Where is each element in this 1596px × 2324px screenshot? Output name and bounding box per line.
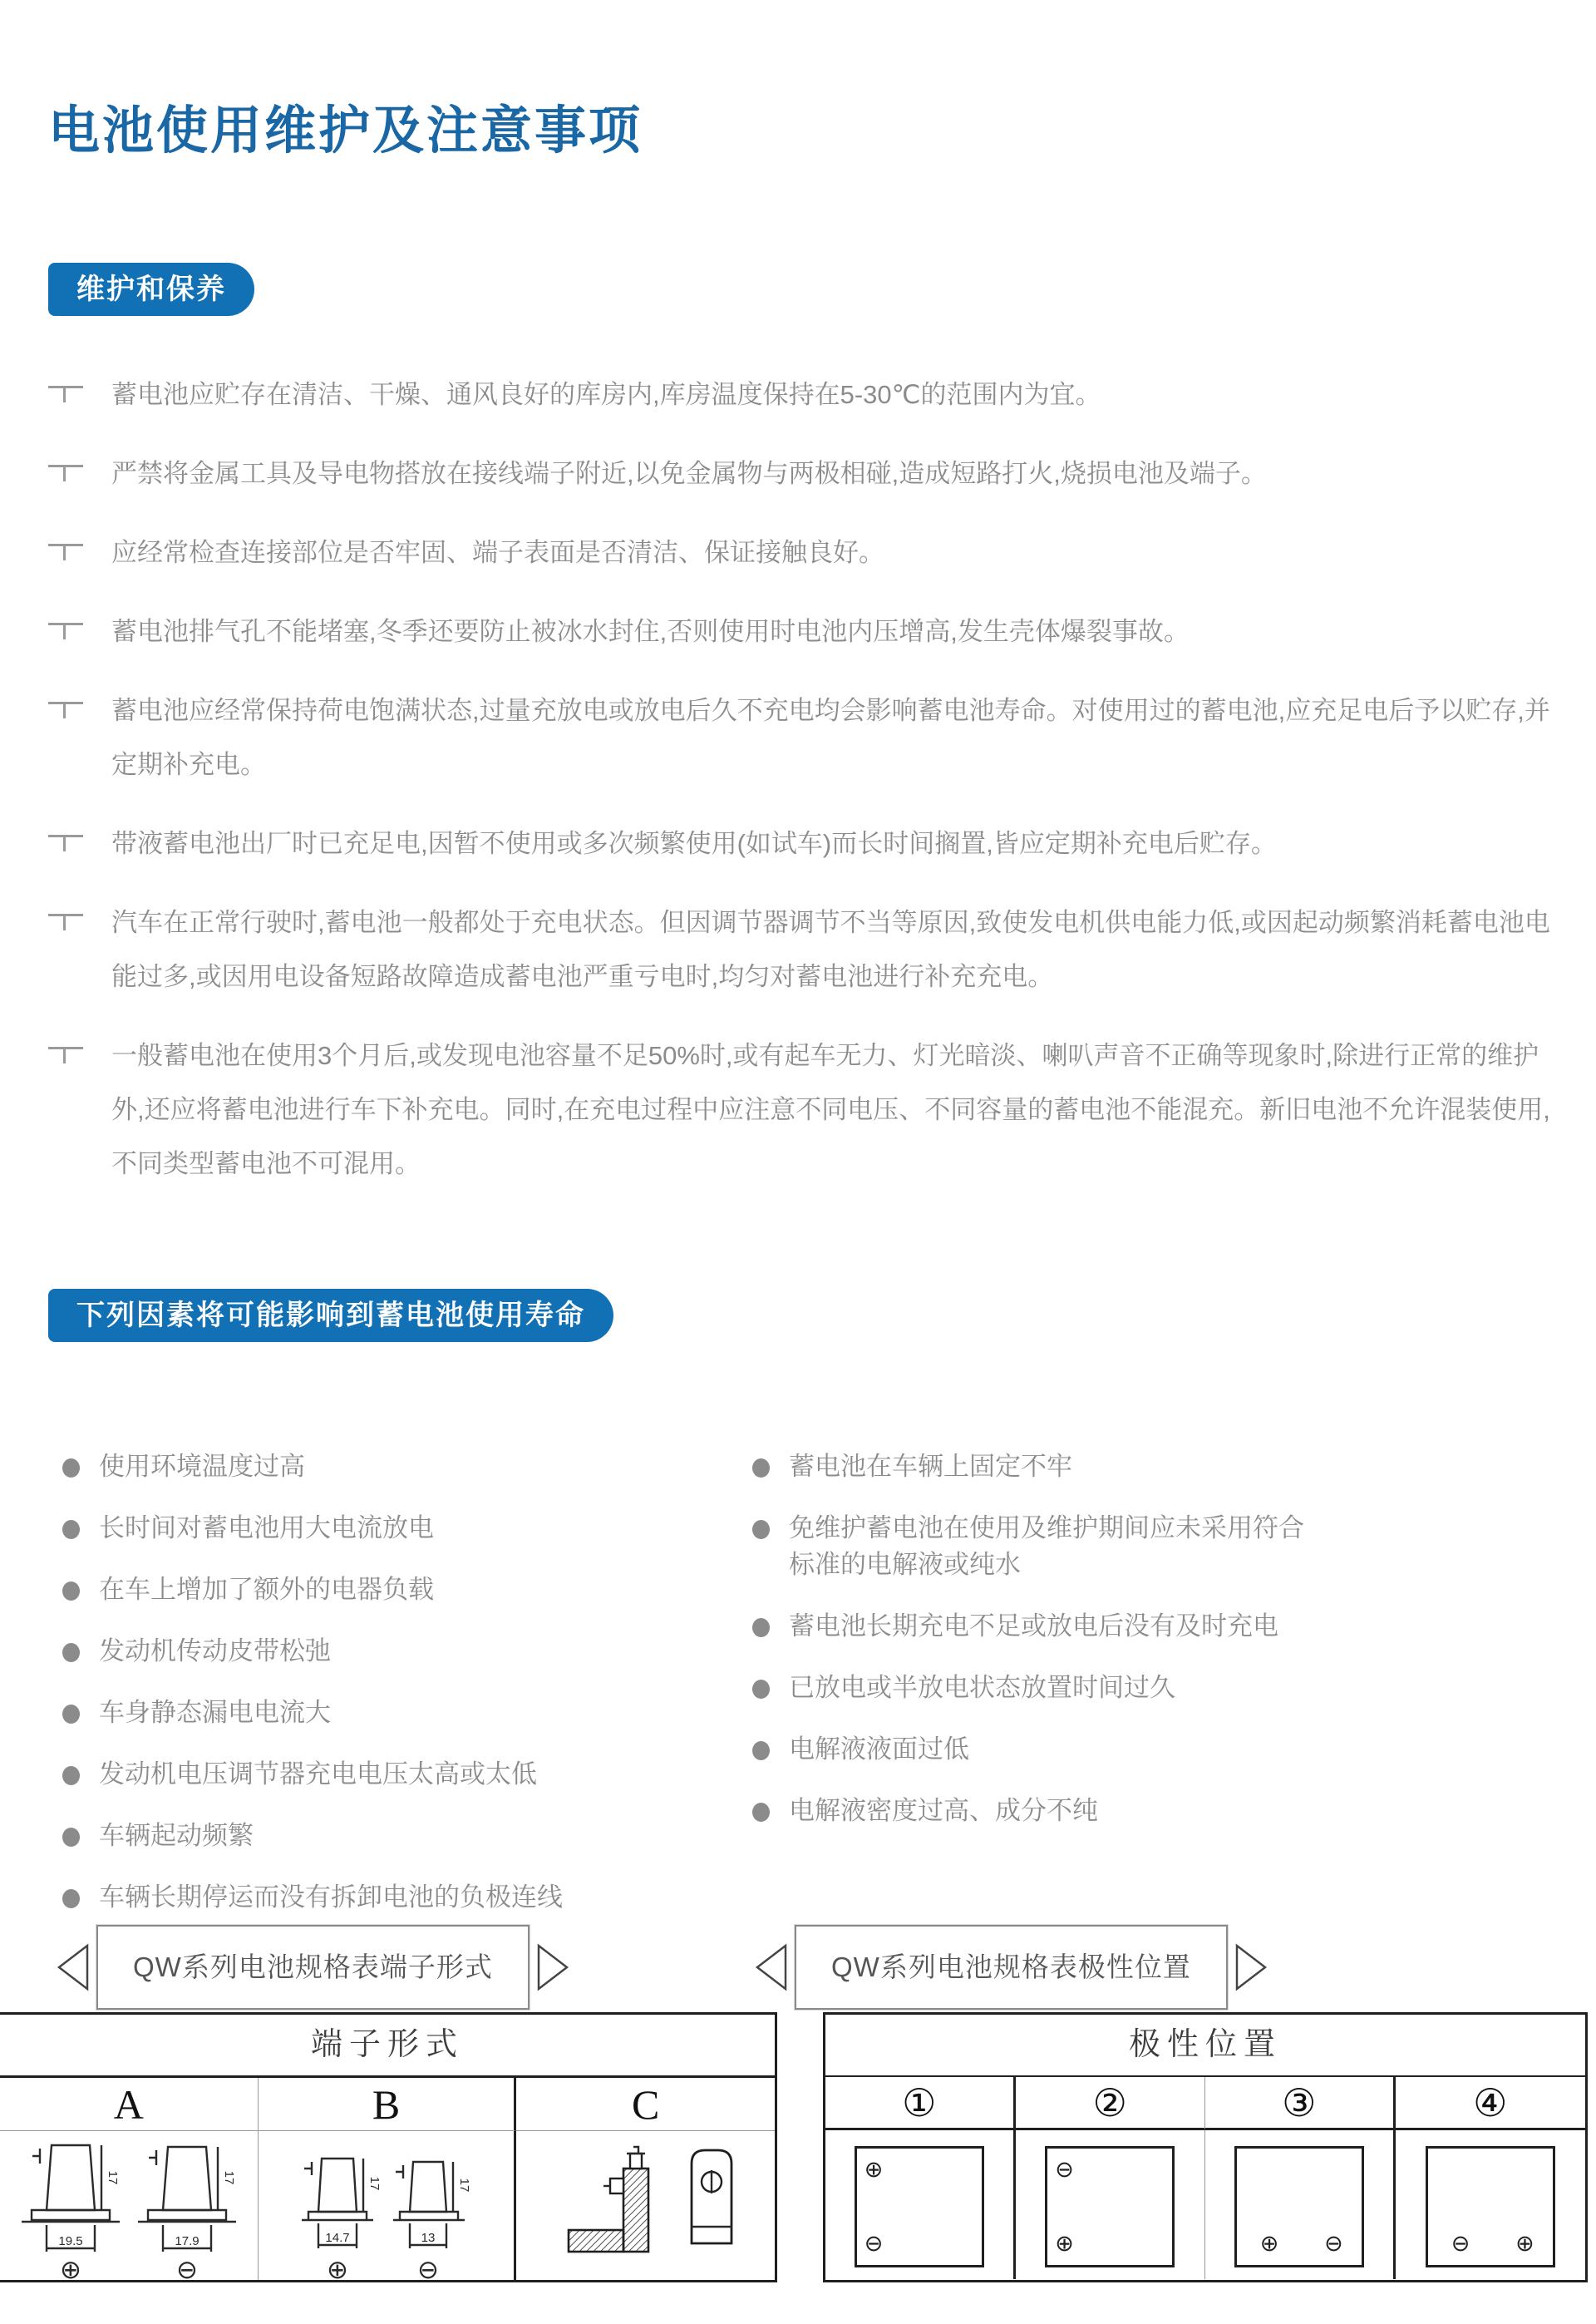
- list-item: 蓄电池应贮存在清洁、干燥、通风良好的库房内,库房温度保持在5-30℃的范围内为宜。: [48, 368, 1554, 422]
- svg-text:⊖: ⊖: [417, 2255, 440, 2282]
- terminal-col-header-a: A: [0, 2078, 259, 2131]
- svg-text:17: 17: [221, 2170, 236, 2185]
- maintenance-list: [48, 368, 1554, 1216]
- svg-text:⊕: ⊕: [59, 2255, 81, 2282]
- svg-text:14.7: 14.7: [325, 2231, 351, 2245]
- list-item: 应经常检查连接部位是否牢固、端子表面是否清洁、保证接触良好。: [48, 525, 1554, 580]
- arrow-right-icon[interactable]: [1234, 1943, 1268, 1991]
- svg-text:17: 17: [367, 2176, 382, 2191]
- terminal-c-diagram: [525, 2129, 766, 2282]
- terminal-col-header-c: C: [516, 2078, 775, 2131]
- list-item: 电解液密度过高、成分不纯: [752, 1793, 1318, 1829]
- negative-terminal-icon: ⊖: [1055, 2156, 1074, 2182]
- terminal-form-table: [0, 2012, 777, 2282]
- positive-terminal-icon: ⊕: [1515, 2230, 1534, 2256]
- svg-text:17.9: 17.9: [175, 2234, 200, 2248]
- svg-text:19.5: 19.5: [58, 2234, 83, 2248]
- terminal-col-header-b: B: [259, 2078, 517, 2131]
- svg-text:⊕: ⊕: [327, 2255, 349, 2282]
- polarity-table-title: 极性位置: [825, 2015, 1585, 2077]
- list-item: 发动机传动皮带松弛: [62, 1633, 727, 1670]
- list-item: 发动机电压调节器充电电压太高或太低: [62, 1756, 727, 1793]
- list-item: 车辆起动频繁: [62, 1818, 727, 1854]
- positive-terminal-icon: ⊕: [1259, 2230, 1279, 2256]
- list-item: 免维护蓄电池在使用及维护期间应未采用符合标准的电解液或纯水: [752, 1510, 1318, 1583]
- list-item: 带液蓄电池出厂时已充足电,因暂不使用或多次频繁使用(如试车)而长时间搁置,皆应定期补充电后贮存。: [48, 817, 1554, 871]
- svg-text:17: 17: [457, 2178, 472, 2193]
- terminal-drawing-a: [0, 2131, 259, 2280]
- spec-nav-terminal: [57, 1925, 569, 2010]
- arrow-left-icon[interactable]: [57, 1943, 90, 1991]
- list-item: 蓄电池排气孔不能堵塞,冬季还要防止被冰水封住,否则使用时电池内压增高,发生壳体爆裂事故。: [48, 604, 1554, 659]
- battery-top-view: [1045, 2146, 1175, 2267]
- section-badge-maintenance: 维护和保养: [48, 263, 254, 316]
- negative-terminal-icon: ⊖: [1324, 2230, 1343, 2256]
- list-item: 严禁将金属工具及导电物搭放在接线端子附近,以免金属物与两极相碰,造成短路打火,烧损电池及端子。: [48, 447, 1554, 501]
- polarity-cell-4: [1396, 2130, 1586, 2279]
- list-item: 长时间对蓄电池用大电流放电: [62, 1510, 727, 1547]
- list-item: 蓄电池应经常保持荷电饱满状态,过量充放电或放电后久不充电均会影响蓄电池寿命。对使用过的蓄电池,应充足电后予以贮存,并定期补充电。: [48, 683, 1554, 792]
- battery-top-view: [855, 2146, 984, 2267]
- spec-nav-polarity-label: QW系列电池规格表极性位置: [795, 1925, 1228, 2010]
- polarity-col-header-2: ②: [1016, 2077, 1206, 2130]
- list-item: 蓄电池长期充电不足或放电后没有及时充电: [752, 1608, 1318, 1645]
- terminal-drawing-c: [516, 2131, 775, 2280]
- polarity-col-header-3: ③: [1205, 2077, 1396, 2130]
- polarity-cell-2: [1016, 2130, 1206, 2279]
- list-item: 一般蓄电池在使用3个月后,或发现电池容量不足50%时,或有起车无力、灯光暗淡、喇叭声音不正确等现象时,除进行正常的维护外,还应将蓄电池进行车下补充电。同时,在充电过程中应注意不同电压、不同容量的蓄电池不能混充。新旧电池不允许混装使用,不同类型蓄电池不可混用。: [48, 1029, 1554, 1191]
- list-item: 已放电或半放电状态放置时间过久: [752, 1670, 1318, 1706]
- polarity-col-header-1: ①: [825, 2077, 1016, 2130]
- terminal-a-diagram: [4, 2129, 254, 2282]
- polarity-col-header-4: ④: [1396, 2077, 1586, 2130]
- svg-text:13: 13: [421, 2231, 436, 2245]
- terminal-table-title: 端子形式: [0, 2015, 775, 2078]
- spec-nav-terminal-label: QW系列电池规格表端子形式: [96, 1925, 530, 2010]
- list-item: 电解液液面过低: [752, 1731, 1318, 1768]
- page-title: 电池使用维护及注意事项: [48, 101, 643, 160]
- factors-list-right: [752, 1448, 1318, 1854]
- section-badge-factors: 下列因素将可能影响到蓄电池使用寿命: [48, 1289, 613, 1342]
- list-item: 使用环境温度过高: [62, 1448, 727, 1485]
- list-item: 汽车在正常行驶时,蓄电池一般都处于充电状态。但因调节器调节不当等原因,致使发电机供电能力低,或因起动频繁消耗蓄电池电能过多,或因用电设备短路故障造成蓄电池严重亏电时,均匀对蓄电池进行补充充电。: [48, 896, 1554, 1004]
- positive-terminal-icon: ⊕: [864, 2156, 884, 2182]
- polarity-position-table: [823, 2012, 1588, 2282]
- positive-terminal-icon: ⊕: [1055, 2230, 1074, 2256]
- terminal-drawing-b: [259, 2131, 517, 2280]
- list-item: 车辆长期停运而没有拆卸电池的负极连线: [62, 1879, 727, 1916]
- negative-terminal-icon: ⊖: [864, 2230, 884, 2256]
- spec-nav-polarity: [755, 1925, 1268, 2010]
- battery-top-view: [1234, 2146, 1364, 2267]
- polarity-cell-3: [1205, 2130, 1396, 2279]
- svg-text:17: 17: [105, 2170, 120, 2185]
- negative-terminal-icon: ⊖: [1451, 2230, 1470, 2256]
- list-item: 蓄电池在车辆上固定不牢: [752, 1448, 1318, 1485]
- arrow-right-icon[interactable]: [536, 1943, 569, 1991]
- battery-top-view: [1426, 2146, 1555, 2267]
- list-item: 车身静态漏电电流大: [62, 1695, 727, 1731]
- arrow-left-icon[interactable]: [755, 1943, 788, 1991]
- terminal-b-diagram: [261, 2129, 510, 2282]
- polarity-cell-1: [825, 2130, 1016, 2279]
- svg-text:⊖: ⊖: [175, 2255, 198, 2282]
- factors-list-left: [62, 1448, 727, 1941]
- list-item: 在车上增加了额外的电器负载: [62, 1572, 727, 1608]
